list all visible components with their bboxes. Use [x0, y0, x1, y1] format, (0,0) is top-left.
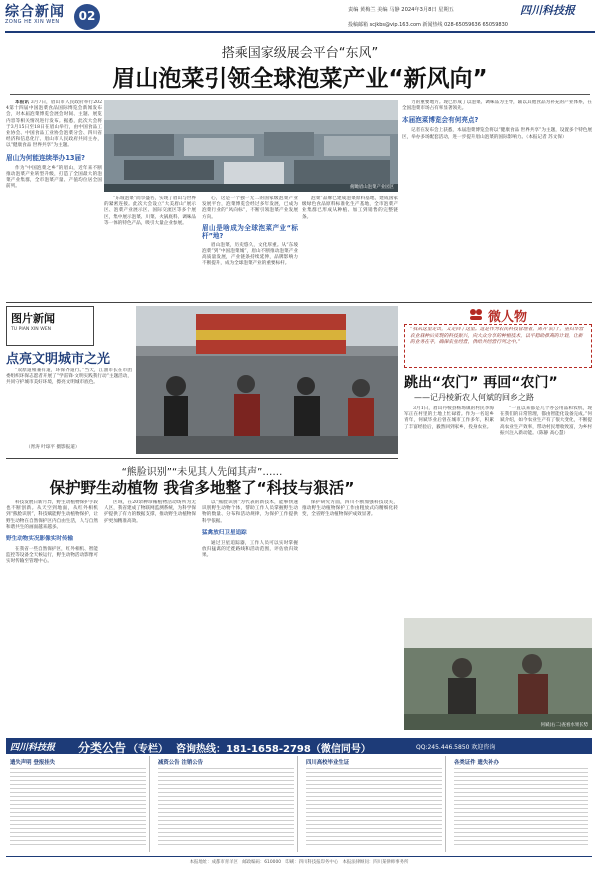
ads-cell: [6, 756, 150, 852]
people-column-2: [500, 406, 592, 612]
ads-fine-print: [306, 768, 442, 848]
ads-tag: （专栏）: [128, 744, 168, 755]
ads-fine-print: [158, 768, 294, 848]
page-number: 02: [78, 9, 96, 23]
lead-column-4: [302, 196, 398, 298]
lead-col1-text2: 作为“中国泡菜之乡”的眉山，近年来不断推动泡菜产业转型升级，打造了全国最大的泡菜产业集群，全市泡菜产量、产值均位居全国前列。: [6, 165, 102, 190]
people-quote: “我从这里走出，又走回了这里。这是作为农民科技管理者，离开‘农门’，重归华营农业栽种后实现的科技振兴，向大众分享的种植技术，以平稳助推高的计划，让新的业务在手，确保农业经营，供给共经营行列之中。”: [410, 327, 584, 346]
feature-column-1: [6, 500, 98, 730]
lead-col3-text2: 眉山泡菜，历史悠久，文化厚重。从“东坡泡菜”到“中国泡菜城”，眉山不断推动泡菜产业高质量发展，产业链条持续延伸，品牌影响力不断提升，成为全球泡菜产业的重要标杆。: [202, 242, 298, 267]
ads-fine-print: [454, 768, 588, 848]
lead-column-3: [202, 196, 298, 298]
lead-column-2: [104, 196, 196, 298]
feature-subhead-2: 猛禽放归卫星追踪: [202, 529, 247, 536]
people-box: [404, 306, 592, 730]
photo-news-label: [6, 306, 94, 346]
lead-subhead-2: 眉山是啥成为全球泡菜产业“标杆”地?: [202, 223, 298, 240]
lead-subhead-3: 本届泡菜博览会有何亮点?: [402, 116, 479, 125]
feature-subhead-1: 野生动物实况影像实时传输: [6, 536, 74, 543]
feature-col4-text: 保护研究方面，四川不断加强科技攻关，推动野生动植物保护工作由粗放式向精细化转变，全省野生动植物保护成效显著。: [302, 500, 398, 518]
feature-col1-text: 科技发展日新月异，野生动植物保护手段也不断创新。从天空到地面，从红外相机到“熊脸识别”，科技赋能野生动植物保护，让野生动物在自然保护区内自由生活，人与自然和谐共生的画面越来越多。: [6, 500, 98, 530]
lead-kicker: 搭乘国家级展会平台“东风”: [221, 46, 379, 61]
photo-news-volunteers-photo: [136, 306, 398, 454]
ads-notice: 遗失声明 登报挂失: [10, 760, 56, 766]
feature-col2-text: 区域，在20余种珍稀植物活动场所为无人区，我省建成了物联网监测系统，为科学保护提供了有力的数据支撑，推动野生动植物保护更加精准高效。: [104, 500, 196, 524]
lead-column-5: [402, 100, 592, 298]
photo-news-title: 图片新闻: [11, 312, 55, 325]
ads-brand: 四川科技报: [10, 743, 56, 753]
edition-info: 责编 黄梅兰 美编 马静 2024年3月8日 星期五: [348, 7, 454, 13]
footer-rule: [6, 856, 592, 857]
photo-news-text: “双原道相兼有道，环保齐道行。”当天，江油市长在市团委组织环保志愿者开展了“学雷锋·文明实践我行动”主题活动，共同守护城市美好环境，擦亮文明城市底色。: [6, 368, 132, 386]
lead-column-1: [6, 100, 102, 298]
header-rule: [5, 31, 595, 33]
people-col2-text: “一直以来都是几个办公用品和农机，现在我们的日常管理，都由智能化设备完成。”何斌介绍，如今农业生产有了很大变化，不断提高农业生产效率，带动村民增收致富，为乡村振兴注入新动能。（陈静 高心慧）: [500, 406, 592, 436]
ads-fine-print: [10, 768, 146, 848]
feature-headline: 保护野生动植物 我省多地整了“科技与狠活”: [49, 479, 355, 497]
lead-byline: 本报讯: [15, 100, 30, 105]
ads-title: 分类公告: [78, 741, 127, 755]
feature-kicker: “熊脸识别”“未见其人先闻其声”……: [121, 467, 283, 478]
lead-headline-underline: [10, 94, 590, 95]
ads-banner: [6, 738, 592, 754]
lead-col2-text: “东坡泡菜”而享盛名，实现了眉山与世界的紧密连接。此次大会设立“大美眉山”展示区、泡菜产业展示区、国际交流区等多个展区，集中展示泡菜、川菜、火锅底料、调味品等一体的特色产品，吸引大量企业参展。: [104, 196, 196, 226]
ads-notice: 减资公告 注销公告: [158, 760, 204, 766]
people-logo-icon: [468, 306, 484, 320]
section-title: 综合新闻: [5, 4, 65, 20]
feature-col3-text2: 通过卫星追踪器，工作人员可以实时掌握放归猛禽的迁徙路线和活动范围，评估放归效果。: [202, 540, 298, 559]
feature-column-2: [104, 500, 196, 730]
lead-col4-text: 泡菜”品牌已建成泡菜原料基地，建成国家级绿色食品原料标准化生产基地，全市泡菜产业集群已形成从种植、加工到销售的完整链条。: [302, 196, 398, 220]
lead-col5-text: 力的重要地方。现已形成了以泡菜、调味品为主导，辅以其他食品为补充的产业体系，在全国泡菜市场占有率显著领先。: [402, 100, 592, 112]
lead-headline: 眉山泡菜引领全球泡菜产业“新风向”: [112, 66, 488, 92]
lead-col1-text: 3月7日，眉山市人民政府举行2024第十四届中国泡菜食品国际博览会新闻发布会，对本届泡菜博览会展会时间、主题、展览内容等相关情况进行发布。据悉，此次大会将于3月15日至18日在眉山举行，由中国食品工业协会、中国食品工业协会泡菜分会、四川省经济和信息化厅、眉山市人民政府共同主办，以“健康食品 世界共享”为主题。: [6, 100, 102, 149]
ads-cell: [154, 756, 298, 852]
lead-subhead-1: 眉山为何能连续举办13届?: [6, 153, 85, 162]
feature-col1-text2: 在我省一些自然保护区，红外相机、智能监控等设备全天候运行，野生动物活动影像可实时传输至管理中心。: [6, 547, 98, 565]
ads-qq: QQ:245.446.5850 欢迎咨询: [416, 744, 496, 751]
divider: [6, 302, 592, 303]
feature-column-3: [202, 500, 298, 730]
divider: [6, 458, 398, 459]
masthead: [0, 0, 600, 32]
ads-hotline: 咨询热线：181-1658-2798（微信同号）: [176, 744, 371, 755]
ads-grid: [6, 756, 592, 852]
lead-photo-industrial-park: [104, 100, 398, 192]
lead-photo-caption: 俯瞰眉山泡菜产业园区: [350, 185, 394, 190]
ads-cell: [302, 756, 446, 852]
photo-news-box: [6, 306, 398, 454]
ads-notice: 各类证件 遗失补办: [454, 760, 500, 766]
brand-logo: 四川科技报: [520, 4, 575, 17]
photo-news-credit: （胥涛 叶琼平 摄影报道）: [26, 445, 80, 450]
feature-col3-text: 以“熊脸识别”为代表的新技术，能够快速识别野生动物个体，帮助工作人员掌握野生动物的数量、分布和活动规律，为保护工作提供科学依据。: [202, 500, 298, 524]
people-title: 微人物: [488, 310, 528, 325]
people-headline: 跳出“农门” 再回“农门”: [404, 375, 558, 391]
feature-column-4: [302, 500, 398, 730]
photo-news-title-pinyin: TU PIAN XIN WEN: [11, 327, 52, 332]
ads-notice: 四川高校毕业生证: [306, 760, 350, 766]
contact-info: 投稿邮箱 scjkbs@vip.163.com 新闻热线 028-65059636 65059830: [348, 22, 508, 28]
photo-news-headline: 点亮文明城市之光: [6, 352, 111, 367]
lead-col5-text2: 记者在发布会上获悉，本届泡菜博览会将以“健康食品 世界共享”为主题，设置多个特色展区，举办多场配套活动，进一步提升眉山泡菜的国际影响力。（本报记者 苏文保）: [402, 128, 592, 140]
lead-col3-text: 心，这是一个独一无二的国家级泡菜产业发展平台，泡菜博览会经过多年发展，已成为泡菜行业的“风向标”，不断引领泡菜产业发展方向。: [202, 196, 298, 220]
section-pinyin: ZONG HE XIN WEN: [5, 19, 60, 25]
people-photo-farm: [404, 618, 592, 730]
people-col1-text: 3月1日，眉山丹棱县杨场镇的村民李海军正在村里的土地上忙碌着。作为一名返乡青年，何斌毕业后曾在城市工作多年，积累了丰富经验后，毅然回到家乡，投身农业。: [404, 406, 494, 430]
ads-cell: [450, 756, 592, 852]
footer-text: 本报地址：成都市青羊区 邮政编码：610000 印刷：四川科技报印务中心 本报法律顾问：四川某律师事务所: [189, 860, 409, 865]
photo-news-body: [6, 368, 132, 438]
people-column-1: [404, 406, 494, 612]
people-subheadline: ——记丹棱新农人何斌的回乡之路: [414, 393, 534, 402]
people-photo-caption: 何斌(右二)查看水果长势: [540, 723, 588, 728]
